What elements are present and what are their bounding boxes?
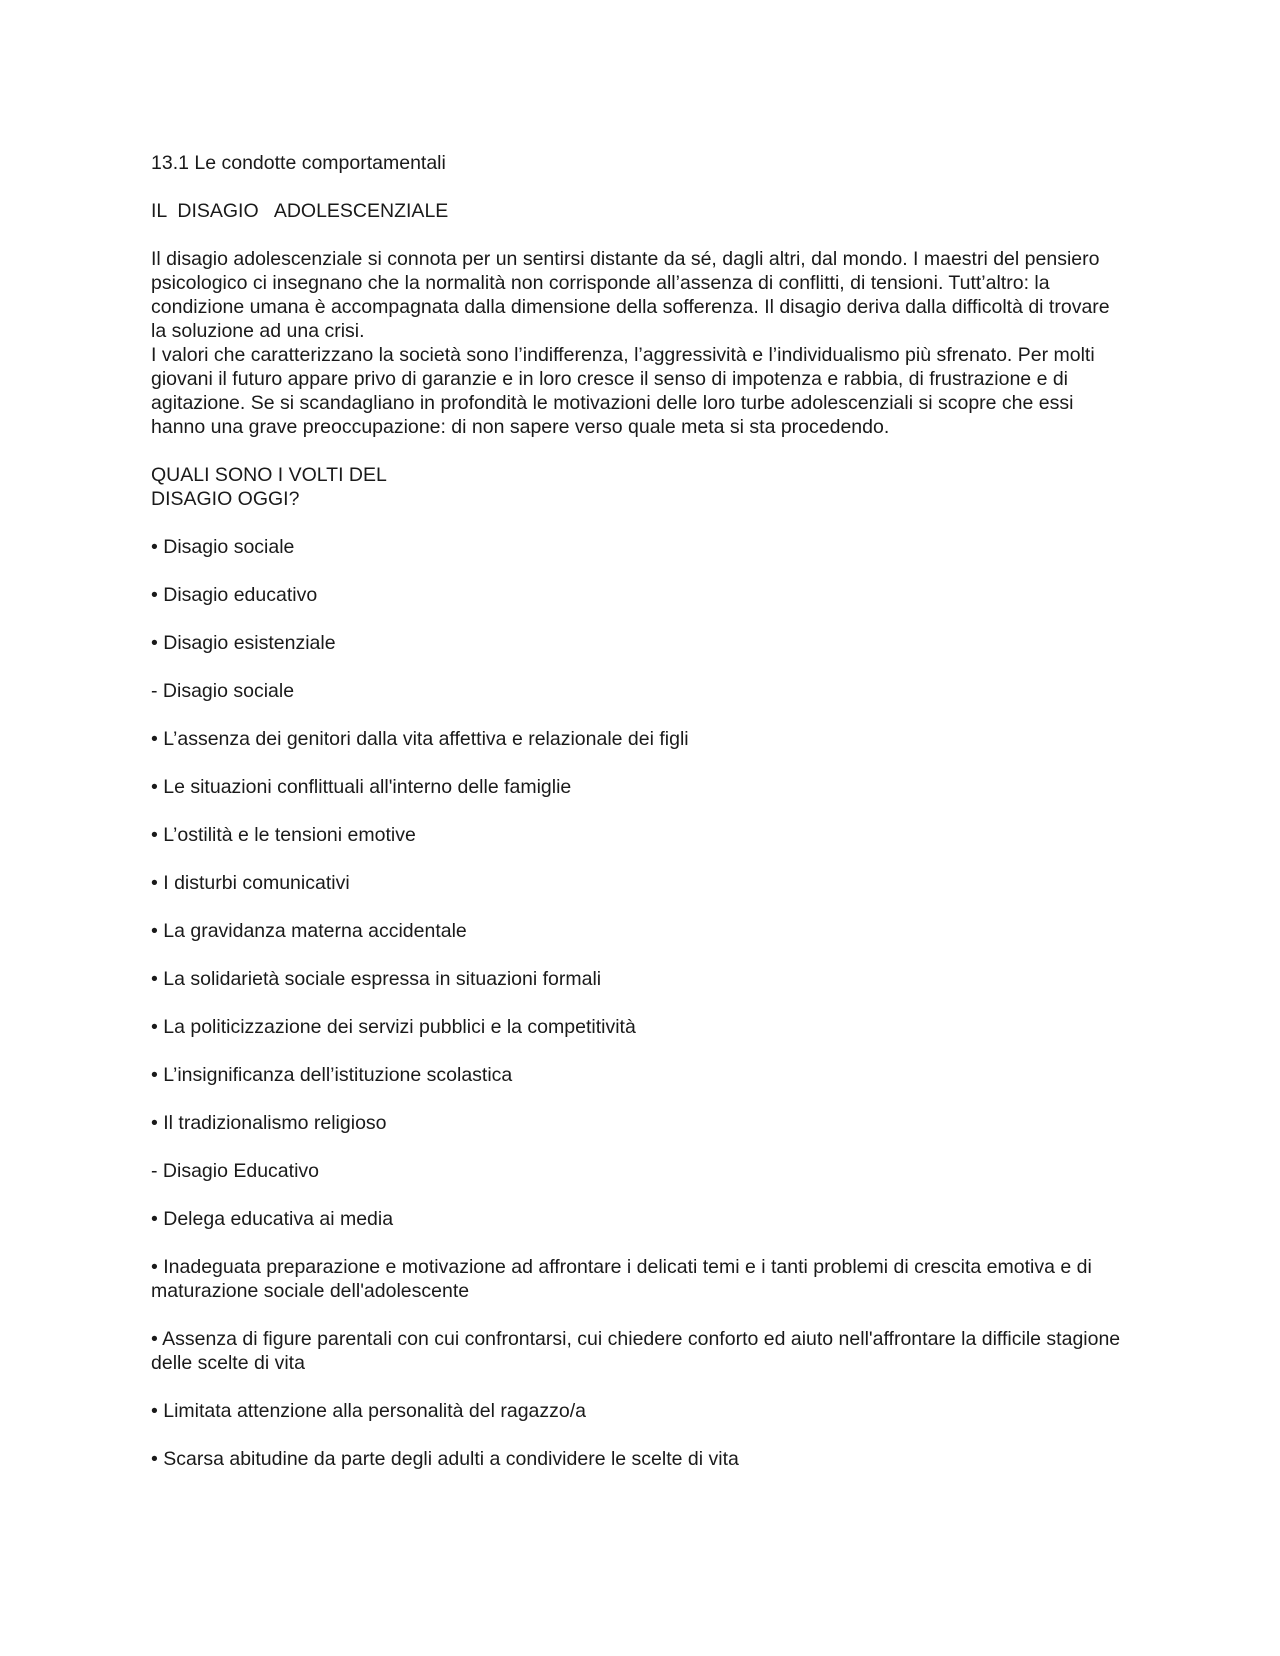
document-page <box>151 151 1121 1495</box>
social-heading: - Disagio sociale <box>151 680 295 702</box>
document-title: IL DISAGIO ADOLESCENZIALE <box>151 200 449 222</box>
list-item: • La gravidanza materna accidentale <box>151 920 467 942</box>
list-item: • La politicizzazione dei servizi pubblici e la competitività <box>151 1016 636 1038</box>
intro-paragraph-2: I valori che caratterizzano la società sono l’indifferenza, l’aggressività e l’individualismo più sfrenato. Per molti giovani il futuro appare privo di garanzie e in loro cresce il senso di impotenza e rabbia, di frustrazione e di agitazione. Se si scandagliano in profondità le motivazioni delle loro turbe adolescenziali si scopre che essi hanno una grave preoccupazione: di non sapere verso quale meta si sta procedendo. <box>151 344 1101 438</box>
list-item: • I disturbi comunicativi <box>151 872 350 894</box>
list-item: • L’assenza dei genitori dalla vita affettiva e relazionale dei figli <box>151 728 689 750</box>
question-line-1: QUALI SONO I VOLTI DEL <box>151 464 387 486</box>
section-heading: 13.1 Le condotte comportamentali <box>151 152 446 174</box>
list-item: • La solidarietà sociale espressa in situazioni formali <box>151 968 602 990</box>
list-item: • Limitata attenzione alla personalità del ragazzo/a <box>151 1400 587 1422</box>
list-item: • Assenza di figure parentali con cui confrontarsi, cui chiedere conforto ed aiuto nell'affrontare la difficile stagione delle scelte di vita <box>151 1328 1121 1374</box>
list-item: • Il tradizionalismo religioso <box>151 1112 387 1134</box>
list-item: • L’ostilità e le tensioni emotive <box>151 824 416 846</box>
list-item: • Disagio educativo <box>151 584 318 606</box>
list-item: • Le situazioni conflittuali all'interno delle famiglie <box>151 776 572 798</box>
list-item: • Disagio sociale <box>151 536 295 558</box>
question-line-2: DISAGIO OGGI? <box>151 488 300 510</box>
intro-paragraph-1: Il disagio adolescenziale si connota per un sentirsi distante da sé, dagli altri, dal mondo. I maestri del pensiero psicologico ci insegnano che la normalità non corrisponde all’assenza di conflitti, di tensioni. Tutt’altro: la condizione umana è accompagnata dalla dimensione della sofferenza. Il disagio deriva dalla difficoltà di trovare la soluzione ad una crisi. <box>151 248 1116 342</box>
list-item: • L’insignificanza dell’istituzione scolastica <box>151 1064 513 1086</box>
list-item: • Inadeguata preparazione e motivazione ad affrontare i delicati temi e i tanti problemi di crescita emotiva e di maturazione sociale dell'adolescente <box>151 1256 1092 1302</box>
list-item: • Delega educativa ai media <box>151 1208 394 1230</box>
educational-heading: - Disagio Educativo <box>151 1160 319 1182</box>
list-item: • Disagio esistenziale <box>151 632 336 654</box>
list-item: • Scarsa abitudine da parte degli adulti a condividere le scelte di vita <box>151 1448 739 1470</box>
